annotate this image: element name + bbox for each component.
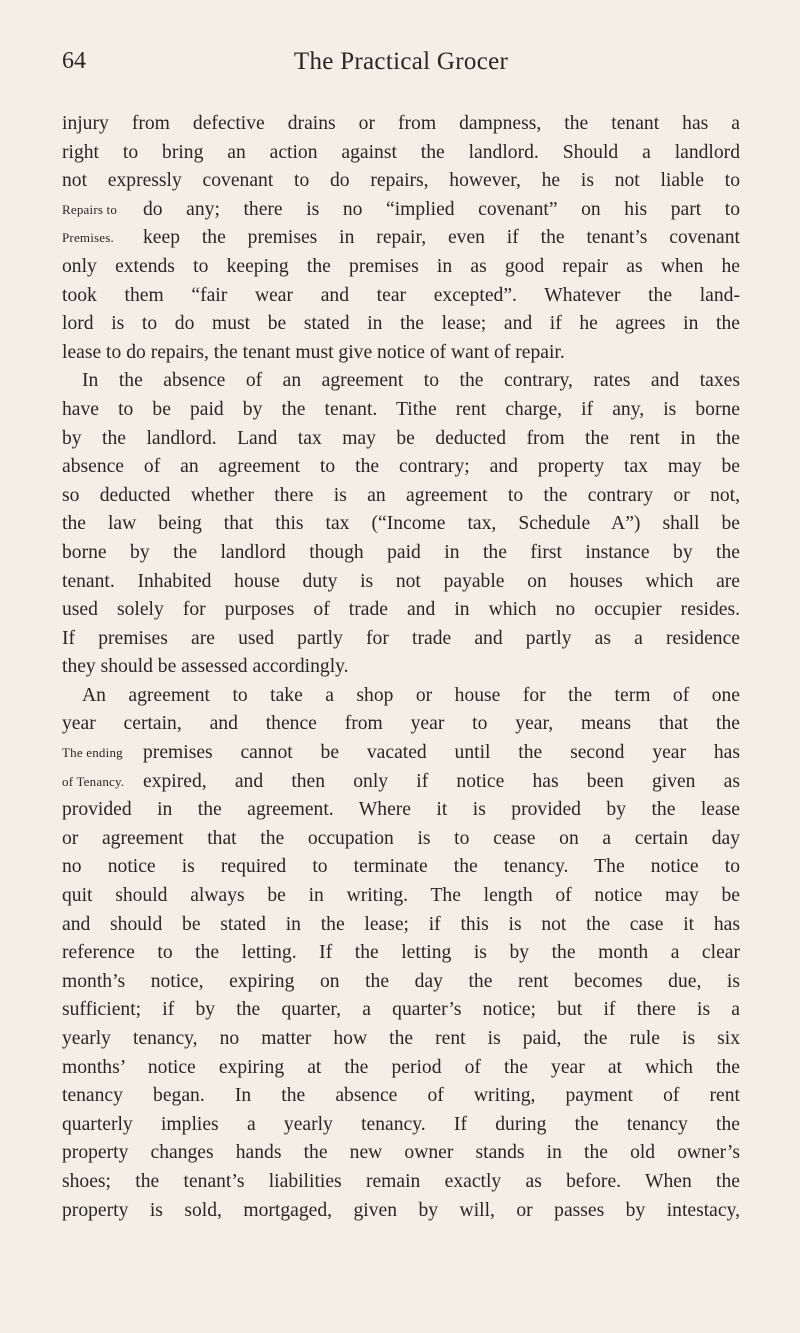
page-number: 64 [62, 48, 86, 74]
text-line: quarterly implies a yearly tenancy. If during the tenancy the [62, 1113, 740, 1135]
text-line: borne by the landlord though paid in the first instance by the [62, 541, 740, 563]
text-line: sufficient; if by the quarter, a quarter’s notice; but if there is a [62, 999, 740, 1021]
sidenote-ending-line1: The ending [62, 745, 123, 761]
sidenote-ending-line2: of Tenancy. [62, 773, 125, 789]
text-line: tenancy began. In the absence of writing, payment of rent [62, 1085, 740, 1107]
running-header [62, 48, 740, 88]
text-line: months’ notice expiring at the period of the year at which the [62, 1056, 740, 1078]
text-line: so deducted whether there is an agreement to the contrary or not, [62, 484, 740, 506]
text-line: In the absence of an agreement to the contrary, rates and taxes [82, 370, 740, 392]
text-line: premises cannot be vacated until the second year has [143, 742, 740, 764]
text-line: right to bring an action against the landlord. Should a landlord [62, 141, 740, 163]
text-line: An agreement to take a shop or house for the term of one [82, 684, 740, 706]
text-line: If premises are used partly for trade and partly as a residence [62, 627, 740, 649]
text-line: they should be assessed accordingly. [62, 656, 349, 678]
sidenote-repairs-line2: Premises. [62, 230, 114, 246]
text-line: do any; there is no “implied covenant” on his part to [143, 198, 740, 220]
text-line: not expressly covenant to do repairs, however, he is not liable to [62, 170, 740, 192]
text-line-with-sidenote [62, 768, 740, 797]
text-line: took them “fair wear and tear excepted”. Whatever the land- [62, 284, 740, 306]
sidenote-repairs-line1: Repairs to [62, 201, 118, 217]
text-line: injury from defective drains or from dampness, the tenant has a [62, 113, 740, 134]
text-line: have to be paid by the tenant. Tithe rent charge, if any, is borne [62, 398, 740, 420]
text-line: absence of an agreement to the contrary; and property tax may be [62, 456, 740, 478]
text-line: yearly tenancy, no matter how the rent is paid, the rule is six [62, 1028, 740, 1049]
text-line: expired, and then only if notice has been given as [143, 770, 740, 792]
text-line: no notice is required to terminate the tenancy. The notice to [62, 856, 740, 878]
text-line: used solely for purposes of trade and in which no occupier resides. [62, 599, 740, 621]
text-line: property changes hands the new owner stands in the old owner’s [62, 1142, 740, 1164]
text-line-with-sidenote [62, 196, 740, 225]
text-line: tenant. Inhabited house duty is not payable on houses which are [62, 570, 740, 592]
text-line: month’s notice, expiring on the day the rent becomes due, is [62, 970, 740, 992]
text-line: lease to do repairs, the tenant must give notice of want of repair. [62, 341, 565, 363]
text-line: shoes; the tenant’s liabilities remain exactly as before. When the [62, 1170, 740, 1192]
text-line: or agreement that the occupation is to cease on a certain day [62, 827, 740, 849]
text-line: reference to the letting. If the letting is by the month a clear [62, 942, 740, 964]
text-line: property is sold, mortgaged, given by will, or passes by intestacy, [62, 1199, 740, 1221]
body-text [62, 110, 740, 1225]
text-line: only extends to keeping the premises in as good repair as when he [62, 255, 740, 277]
text-line: provided in the agreement. Where it is provided by the lease [62, 799, 740, 821]
text-line: by the landlord. Land tax may be deducted from the rent in the [62, 427, 740, 449]
text-line: quit should always be in writing. The length of notice may be [62, 885, 740, 907]
text-line-with-sidenote [62, 224, 740, 253]
running-title: The Practical Grocer [293, 48, 509, 75]
text-line: year certain, and thence from year to year, means that the [62, 713, 740, 735]
text-line: keep the premises in repair, even if the tenant’s covenant [143, 227, 740, 249]
text-line: and should be stated in the lease; if this is not the case it has [62, 913, 740, 935]
text-line: the law being that this tax (“Income tax, Schedule A”) shall be [62, 513, 740, 535]
text-line-with-sidenote [62, 739, 740, 768]
text-line: lord is to do must be stated in the lease; and if he agrees in the [62, 313, 740, 335]
